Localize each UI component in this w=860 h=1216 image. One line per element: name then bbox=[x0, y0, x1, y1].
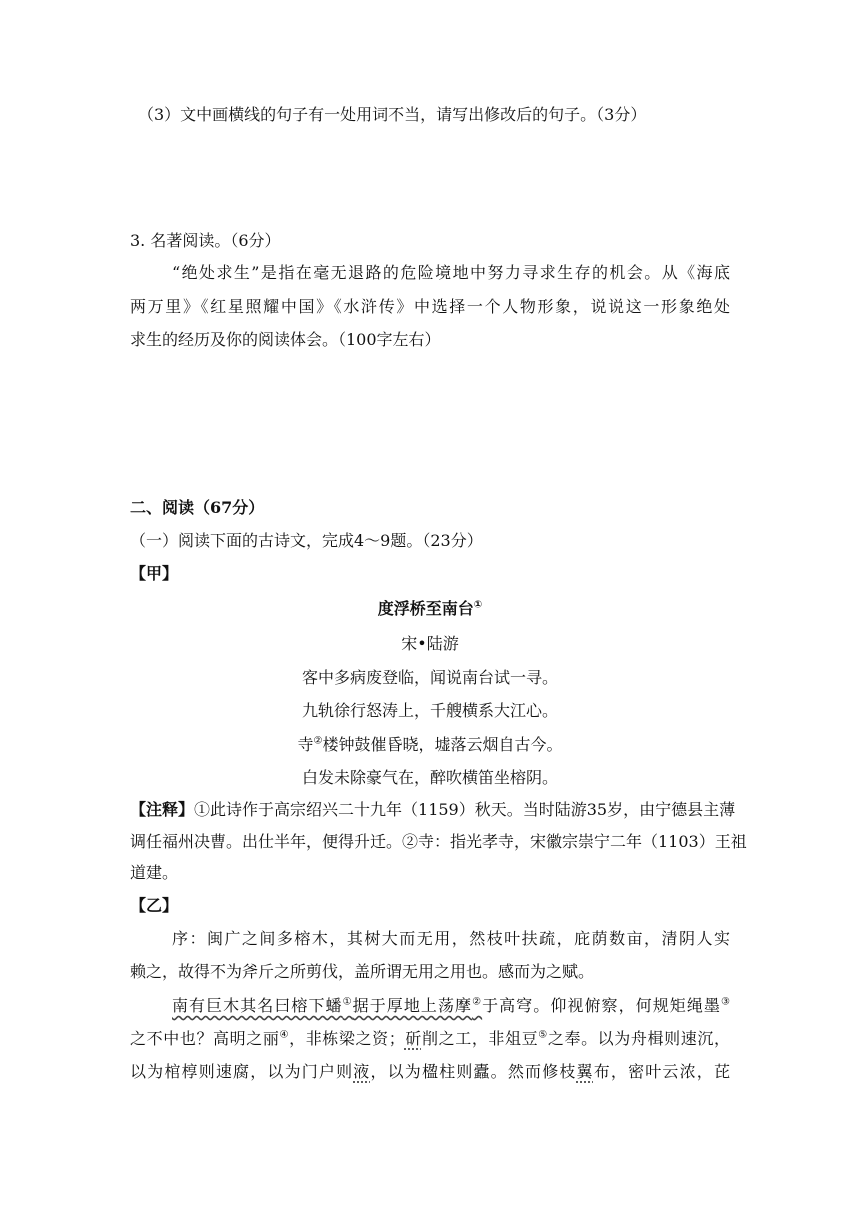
poem-author: 宋•陆游 bbox=[401, 634, 459, 653]
prose-p2b: 据于厚地上荡摩 bbox=[352, 996, 473, 1015]
prose-p3d: 削之工，非俎豆 bbox=[421, 1029, 539, 1048]
prose-p2-line-2 bbox=[130, 1028, 730, 1050]
prose-p2a: 南有巨木其名曰榕下蟠 bbox=[172, 996, 343, 1015]
notes-line-1 bbox=[130, 799, 736, 821]
prose-p3b: ，非栋梁之资； bbox=[289, 1029, 405, 1048]
notes-line-2: 调任福州决曹。出仕半年，便得升迁。②寺：指光孝寺，宋徽宗崇宁二年（1103）王祖 bbox=[130, 832, 747, 851]
poem-line-3-note-marker: ② bbox=[313, 735, 323, 747]
prose-note-5-marker: ⑤ bbox=[538, 1029, 548, 1041]
prose-p3e: 之奉。以为舟楫则速沉， bbox=[547, 1029, 730, 1048]
prose-note-2-marker: ② bbox=[472, 996, 483, 1008]
poem-line-1: 客中多病废登临，闻说南台试一寻。 bbox=[301, 668, 558, 687]
prose-p2-line-3 bbox=[130, 1061, 730, 1083]
poem-title bbox=[0, 598, 860, 620]
poem-line-2: 九轨徐行怒涛上，千艘横系大江心。 bbox=[301, 701, 558, 720]
prose-p4c: ，以为楹柱则蠹。然而修枝 bbox=[370, 1062, 577, 1081]
prose-p3a: 之不中也？高明之丽 bbox=[130, 1029, 280, 1048]
prose-wavy-underlined-text bbox=[172, 996, 482, 1015]
prose-dotted-word-yi: 翼 bbox=[576, 1062, 594, 1081]
prose-p2c: 于高穹。仰视俯察，何规矩绳墨 bbox=[482, 996, 721, 1015]
famous-works-line-2: 两万里》《红星照耀中国》《水浒传》中选择一个人物形象，说说这一形象绝处 bbox=[130, 297, 730, 316]
prose-p1-line-1: 序：闽广之间多榕木，其树大而无用，然枝叶扶疏，庇荫数亩，清阴人实 bbox=[172, 929, 730, 948]
famous-works-line-1: “绝处求生”是指在毫无退路的危险境地中努力寻求生存的机会。从《海底 bbox=[172, 263, 730, 282]
question-3-prompt: （3）文中画横线的句子有一处用词不当，请写出修改后的句子。（3分） bbox=[138, 105, 647, 124]
notes-line-1-text: ①此诗作于高宗绍兴二十九年（1159）秋天。当时陆游35岁，由宁德县主薄 bbox=[194, 800, 736, 819]
poem-line-3-rest: 楼钟鼓催昏晓，墟落云烟自古今。 bbox=[322, 735, 563, 754]
prose-dotted-word-zhuo: 斫 bbox=[404, 1029, 422, 1048]
prose-dotted-word-ye: 液 bbox=[353, 1062, 371, 1081]
yi-label: 【乙】 bbox=[130, 896, 179, 915]
poem-line-3-start: 寺 bbox=[297, 735, 314, 754]
poem-line-3 bbox=[0, 734, 860, 756]
prose-p1-line-2: 赖之，故得不为斧斤之所剪伐，盖所谓无用之用也。感而为之赋。 bbox=[130, 962, 595, 981]
prose-p2-line-1 bbox=[172, 995, 730, 1017]
prose-note-3-marker: ③ bbox=[721, 996, 730, 1008]
poem-title-text: 度浮桥至南台 bbox=[377, 599, 474, 618]
prose-note-1-marker: ① bbox=[342, 996, 353, 1008]
famous-works-line-3: 求生的经历及你的阅读体会。（100字左右） bbox=[130, 330, 441, 349]
poem-title-note-marker: ① bbox=[473, 599, 483, 611]
section-2-title: 二、阅读（67分） bbox=[130, 498, 265, 517]
famous-works-title: 3. 名著阅读。（6分） bbox=[130, 231, 281, 250]
prose-note-4-marker: ④ bbox=[279, 1029, 290, 1041]
poem-line-4: 白发未除豪气在，醉吹横笛坐榕阴。 bbox=[301, 768, 558, 787]
jia-label: 【甲】 bbox=[130, 564, 179, 583]
prose-p4a: 以为棺椁则速腐，以为门户则 bbox=[130, 1062, 354, 1081]
part-1-instruction: （一）阅读下面的古诗文，完成4～9题。（23分） bbox=[130, 531, 483, 550]
notes-label: 【注释】 bbox=[130, 800, 195, 819]
prose-p4e: 布，密叶云浓，芘 bbox=[593, 1062, 730, 1081]
notes-line-3: 道建。 bbox=[130, 863, 179, 882]
